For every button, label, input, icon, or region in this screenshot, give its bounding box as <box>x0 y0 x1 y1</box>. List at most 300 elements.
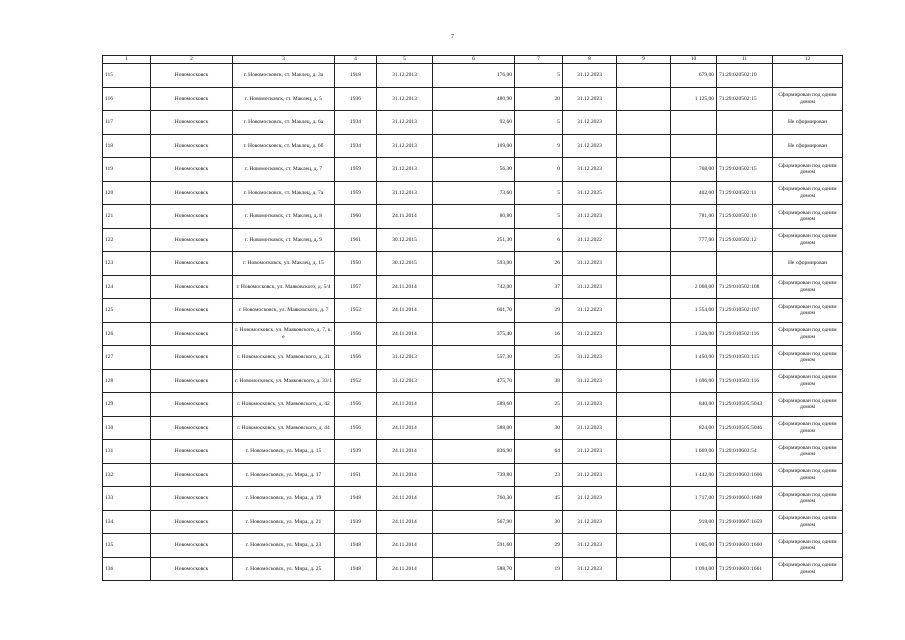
land-area-cell: 402,00 <box>671 181 717 205</box>
cadastral-number-cell: 71:29:010603:54 <box>717 440 773 464</box>
area-cell: 567,90 <box>433 510 515 534</box>
area-cell: 375,40 <box>433 322 515 346</box>
row-number: 135 <box>103 534 151 558</box>
row-number: 127 <box>103 346 151 370</box>
land-area-cell <box>671 111 717 135</box>
address-cell: г. Новомосковск, ул. Маяковского, д. 31 <box>233 346 335 370</box>
area-cell: 251,30 <box>433 228 515 252</box>
residents-count-cell: 25 <box>515 346 563 370</box>
land-status-cell: Сформирован под одним домом <box>773 487 843 511</box>
empty-cell <box>617 557 671 581</box>
land-status-cell: Сформирован под одним домом <box>773 393 843 417</box>
column-header: 6 <box>433 56 515 64</box>
year-built-cell: 1957 <box>335 275 377 299</box>
land-area-cell: 1 005,00 <box>671 534 717 558</box>
planned-date-cell: 31.12.2023 <box>563 111 617 135</box>
inclusion-date-cell: 31.12.2013 <box>377 346 433 370</box>
land-status-cell: Сформирован под одним домом <box>773 87 843 111</box>
table-row <box>103 205 843 229</box>
land-status-cell: Не сформирован <box>773 134 843 158</box>
table-row <box>103 111 843 135</box>
row-number: 122 <box>103 228 151 252</box>
inclusion-date-cell: 31.12.2013 <box>377 369 433 393</box>
land-area-cell: 777,00 <box>671 228 717 252</box>
land-status-cell: Сформирован под одним домом <box>773 275 843 299</box>
empty-cell <box>617 534 671 558</box>
residents-count-cell: 25 <box>515 393 563 417</box>
row-number: 136 <box>103 557 151 581</box>
address-cell: г. Новомосковск, ул. Мира, д. 17 <box>233 463 335 487</box>
land-area-cell: 1 450,00 <box>671 346 717 370</box>
land-status-cell: Сформирован под одним домом <box>773 557 843 581</box>
inclusion-date-cell: 24.11.2014 <box>377 416 433 440</box>
residents-count-cell: 30 <box>515 416 563 440</box>
locality-cell: Новомосковск <box>151 275 233 299</box>
empty-cell <box>617 346 671 370</box>
empty-cell <box>617 181 671 205</box>
row-number: 118 <box>103 134 151 158</box>
area-cell: 475,70 <box>433 369 515 393</box>
column-header: 5 <box>377 56 433 64</box>
table-row <box>103 299 843 323</box>
locality-cell: Новомосковск <box>151 228 233 252</box>
locality-cell: Новомосковск <box>151 534 233 558</box>
area-cell: 56,30 <box>433 158 515 182</box>
table-row <box>103 346 843 370</box>
locality-cell: Новомосковск <box>151 181 233 205</box>
empty-cell <box>617 510 671 534</box>
area-cell: 742,00 <box>433 275 515 299</box>
land-status-cell <box>773 64 843 88</box>
locality-cell: Новомосковск <box>151 463 233 487</box>
year-built-cell: 1950 <box>335 252 377 276</box>
planned-date-cell: 31.12.2023 <box>563 393 617 417</box>
row-number: 128 <box>103 369 151 393</box>
cadastral-number-cell: 71:29:020502:16 <box>717 205 773 229</box>
year-built-cell: 1959 <box>335 158 377 182</box>
residents-count-cell: 5 <box>515 181 563 205</box>
locality-cell: Новомосковск <box>151 299 233 323</box>
column-header: 2 <box>151 56 233 64</box>
cadastral-number-cell: 71:29:010503:115 <box>717 346 773 370</box>
inclusion-date-cell: 24.11.2014 <box>377 510 433 534</box>
locality-cell: Новомосковск <box>151 134 233 158</box>
year-built-cell: 1956 <box>335 322 377 346</box>
column-header: 12 <box>773 56 843 64</box>
residents-count-cell: 20 <box>515 87 563 111</box>
row-number: 124 <box>103 275 151 299</box>
inclusion-date-cell: 24.11.2014 <box>377 205 433 229</box>
inclusion-date-cell: 24.11.2014 <box>377 393 433 417</box>
area-cell: 593,00 <box>433 252 515 276</box>
row-number: 134 <box>103 510 151 534</box>
area-cell: 588,00 <box>433 416 515 440</box>
table-body <box>103 64 843 581</box>
empty-cell <box>617 252 671 276</box>
land-area-cell: 1 326,00 <box>671 322 717 346</box>
cadastral-number-cell: 71:29:020502:15 <box>717 158 773 182</box>
residents-count-cell: 19 <box>515 557 563 581</box>
row-number: 119 <box>103 158 151 182</box>
table-row <box>103 87 843 111</box>
row-number: 130 <box>103 416 151 440</box>
residents-count-cell: 64 <box>515 440 563 464</box>
cadastral-number-cell <box>717 111 773 135</box>
table-row <box>103 275 843 299</box>
year-built-cell: 1959 <box>335 181 377 205</box>
planned-date-cell: 31.12.2023 <box>563 134 617 158</box>
land-area-cell <box>671 134 717 158</box>
table-row <box>103 463 843 487</box>
year-built-cell: 1948 <box>335 534 377 558</box>
locality-cell: Новомосковск <box>151 510 233 534</box>
inclusion-date-cell: 31.12.2013 <box>377 64 433 88</box>
land-status-cell: Не сформирован <box>773 111 843 135</box>
address-cell: г. Новомосковск, ул. Маяковского, д. 42 <box>233 393 335 417</box>
address-cell: г. Новомосковск, ул. Мира, д. 21 <box>233 510 335 534</box>
locality-cell: Новомосковск <box>151 487 233 511</box>
residents-count-cell: 23 <box>515 463 563 487</box>
inclusion-date-cell: 24.11.2014 <box>377 299 433 323</box>
address-cell: г. Новомосковск, ул. Маклец, д. 15 <box>233 252 335 276</box>
cadastral-number-cell: 71:29:010502:108 <box>717 275 773 299</box>
inclusion-date-cell: 31.12.2013 <box>377 87 433 111</box>
empty-cell <box>617 64 671 88</box>
year-built-cell: 1960 <box>335 205 377 229</box>
area-cell: 557,30 <box>433 346 515 370</box>
row-number: 132 <box>103 463 151 487</box>
land-area-cell: 679,00 <box>671 64 717 88</box>
table-row <box>103 322 843 346</box>
empty-cell <box>617 275 671 299</box>
housing-registry-table <box>102 55 843 581</box>
address-cell: г. Новомосковск, ул. Маяковского, д. 7, к. е <box>233 322 335 346</box>
year-built-cell: 1951 <box>335 463 377 487</box>
empty-cell <box>617 322 671 346</box>
locality-cell: Новомосковск <box>151 369 233 393</box>
empty-cell <box>617 205 671 229</box>
residents-count-cell: 30 <box>515 510 563 534</box>
table-row <box>103 487 843 511</box>
area-cell: 480,90 <box>433 87 515 111</box>
land-status-cell: Сформирован под одним домом <box>773 369 843 393</box>
area-cell: 73,60 <box>433 181 515 205</box>
row-number: 120 <box>103 181 151 205</box>
land-area-cell <box>671 252 717 276</box>
address-cell: г. Новомосковск, ст. Маклец, д. 7 <box>233 158 335 182</box>
cadastral-number-cell: 71:29:010502:107 <box>717 299 773 323</box>
year-built-cell: 1948 <box>335 487 377 511</box>
land-area-cell: 1 717,00 <box>671 487 717 511</box>
row-number: 125 <box>103 299 151 323</box>
row-number: 117 <box>103 111 151 135</box>
row-number: 121 <box>103 205 151 229</box>
address-cell: г. Новомосковск, ул. Маяковского, д. 7 <box>233 299 335 323</box>
cadastral-number-cell: 71:29:010503:116 <box>717 369 773 393</box>
locality-cell: Новомосковск <box>151 393 233 417</box>
planned-date-cell: 31.12.2023 <box>563 510 617 534</box>
locality-cell: Новомосковск <box>151 158 233 182</box>
row-number: 115 <box>103 64 151 88</box>
column-header: 11 <box>717 56 773 64</box>
cadastral-number-cell: 71:29:010603:1660 <box>717 534 773 558</box>
residents-count-cell: 38 <box>515 369 563 393</box>
empty-cell <box>617 416 671 440</box>
year-built-cell: 1948 <box>335 557 377 581</box>
residents-count-cell: 29 <box>515 534 563 558</box>
table-row <box>103 534 843 558</box>
planned-date-cell: 31.12.2022 <box>563 228 617 252</box>
locality-cell: Новомосковск <box>151 346 233 370</box>
cadastral-number-cell <box>717 134 773 158</box>
land-status-cell: Сформирован под одним домом <box>773 228 843 252</box>
year-built-cell: 1961 <box>335 228 377 252</box>
page-number: 7 <box>451 34 454 40</box>
land-area-cell: 2 068,00 <box>671 275 717 299</box>
inclusion-date-cell: 24.11.2014 <box>377 487 433 511</box>
locality-cell: Новомосковск <box>151 322 233 346</box>
cadastral-number-cell <box>717 252 773 276</box>
address-cell: г. Новомосковск, ст. Маклец, д. 6б <box>233 134 335 158</box>
inclusion-date-cell: 24.11.2014 <box>377 534 433 558</box>
area-cell: 739,80 <box>433 463 515 487</box>
address-cell: г. Новомосковск, ст. Маклец, д. 3а <box>233 64 335 88</box>
inclusion-date-cell: 30.12.2015 <box>377 252 433 276</box>
empty-cell <box>617 134 671 158</box>
year-built-cell: 1934 <box>335 134 377 158</box>
empty-cell <box>617 228 671 252</box>
cadastral-number-cell: 71:29:010603:1608 <box>717 487 773 511</box>
area-cell: 80,80 <box>433 205 515 229</box>
address-cell: г. Новомосковск, ул. Маяковского, д. 33/1 <box>233 369 335 393</box>
empty-cell <box>617 369 671 393</box>
table-row <box>103 440 843 464</box>
year-built-cell: 1939 <box>335 440 377 464</box>
land-status-cell: Сформирован под одним домом <box>773 181 843 205</box>
row-number: 123 <box>103 252 151 276</box>
land-status-cell: Сформирован под одним домом <box>773 205 843 229</box>
table-row <box>103 510 843 534</box>
area-cell: 589,60 <box>433 393 515 417</box>
cadastral-number-cell: 71:29:010603:1661 <box>717 557 773 581</box>
planned-date-cell: 31.12.2023 <box>563 158 617 182</box>
planned-date-cell: 31.12.2023 <box>563 252 617 276</box>
table-row <box>103 393 843 417</box>
area-cell: 588,70 <box>433 557 515 581</box>
planned-date-cell: 31.12.2023 <box>563 87 617 111</box>
column-header: 4 <box>335 56 377 64</box>
planned-date-cell: 31.12.2023 <box>563 534 617 558</box>
inclusion-date-cell: 31.12.2013 <box>377 158 433 182</box>
locality-cell: Новомосковск <box>151 416 233 440</box>
land-area-cell: 1 094,00 <box>671 557 717 581</box>
land-status-cell: Сформирован под одним домом <box>773 322 843 346</box>
year-built-cell: 1934 <box>335 111 377 135</box>
area-cell: 836,90 <box>433 440 515 464</box>
land-area-cell: 1 125,00 <box>671 87 717 111</box>
inclusion-date-cell: 24.11.2014 <box>377 322 433 346</box>
cadastral-number-cell: 71:29:020502:15 <box>717 87 773 111</box>
locality-cell: Новомосковск <box>151 440 233 464</box>
year-built-cell: 1939 <box>335 510 377 534</box>
year-built-cell: 1952 <box>335 369 377 393</box>
year-built-cell: 1956 <box>335 416 377 440</box>
inclusion-date-cell: 24.11.2014 <box>377 557 433 581</box>
locality-cell: Новомосковск <box>151 64 233 88</box>
land-area-cell: 824,00 <box>671 416 717 440</box>
planned-date-cell: 31.12.2023 <box>563 369 617 393</box>
residents-count-cell: 29 <box>515 299 563 323</box>
empty-cell <box>617 111 671 135</box>
empty-cell <box>617 393 671 417</box>
table-row <box>103 181 843 205</box>
cadastral-number-cell: 71:29:010505:5046 <box>717 416 773 440</box>
area-cell: 601,70 <box>433 299 515 323</box>
residents-count-cell: 0 <box>515 158 563 182</box>
residents-count-cell: 5 <box>515 111 563 135</box>
locality-cell: Новомосковск <box>151 205 233 229</box>
inclusion-date-cell: 24.11.2014 <box>377 440 433 464</box>
empty-cell <box>617 299 671 323</box>
address-cell: г. Новомосковск, ст. Маклец, д. 6а <box>233 111 335 135</box>
inclusion-date-cell: 31.12.2013 <box>377 134 433 158</box>
cadastral-number-cell: 71:29:010603:1606 <box>717 463 773 487</box>
cadastral-number-cell: 71:29:010607:1659 <box>717 510 773 534</box>
planned-date-cell: 31.12.2023 <box>563 205 617 229</box>
land-area-cell: 768,00 <box>671 158 717 182</box>
land-status-cell: Не сформирован <box>773 252 843 276</box>
table-row <box>103 416 843 440</box>
planned-date-cell: 31.12.2023 <box>563 275 617 299</box>
column-header: 7 <box>515 56 563 64</box>
land-area-cell: 1 554,00 <box>671 299 717 323</box>
land-status-cell: Сформирован под одним домом <box>773 158 843 182</box>
land-area-cell: 781,00 <box>671 205 717 229</box>
land-status-cell: Сформирован под одним домом <box>773 416 843 440</box>
residents-count-cell: 37 <box>515 275 563 299</box>
column-header: 9 <box>617 56 671 64</box>
table-row <box>103 557 843 581</box>
planned-date-cell: 31.12.2023 <box>563 299 617 323</box>
row-number: 126 <box>103 322 151 346</box>
locality-cell: Новомосковск <box>151 252 233 276</box>
land-status-cell: Сформирован под одним домом <box>773 534 843 558</box>
empty-cell <box>617 463 671 487</box>
planned-date-cell: 31.12.2023 <box>563 463 617 487</box>
land-area-cell: 1 442,00 <box>671 463 717 487</box>
area-cell: 591,60 <box>433 534 515 558</box>
column-header: 8 <box>563 56 617 64</box>
address-cell: г. Новомосковск, ул. Маяковского, д. 5/4 <box>233 275 335 299</box>
table-row <box>103 158 843 182</box>
area-cell: 109,00 <box>433 134 515 158</box>
cadastral-number-cell: 71:29:010505:5043 <box>717 393 773 417</box>
residents-count-cell: 9 <box>515 134 563 158</box>
year-built-cell: 1936 <box>335 87 377 111</box>
inclusion-date-cell: 31.12.2013 <box>377 181 433 205</box>
address-cell: г. Новомосковск, ст. Маклец, д. 9 <box>233 228 335 252</box>
locality-cell: Новомосковск <box>151 557 233 581</box>
area-cell: 760,30 <box>433 487 515 511</box>
address-cell: г. Новомосковск, ул. Мира, д. 23 <box>233 534 335 558</box>
cadastral-number-cell: 71:29:010502:116 <box>717 322 773 346</box>
row-number: 133 <box>103 487 151 511</box>
land-area-cell: 918,00 <box>671 510 717 534</box>
address-cell: г. Новомосковск, ул. Мира, д. 25 <box>233 557 335 581</box>
planned-date-cell: 31.12.2023 <box>563 416 617 440</box>
table-row <box>103 134 843 158</box>
locality-cell: Новомосковск <box>151 87 233 111</box>
inclusion-date-cell: 30.12.2015 <box>377 228 433 252</box>
residents-count-cell: 45 <box>515 487 563 511</box>
row-number: 131 <box>103 440 151 464</box>
address-cell: г. Новомосковск, ст. Маклец, д. 5 <box>233 87 335 111</box>
year-built-cell: 1956 <box>335 346 377 370</box>
year-built-cell: 1918 <box>335 64 377 88</box>
row-number: 116 <box>103 87 151 111</box>
residents-count-cell: 26 <box>515 252 563 276</box>
land-area-cell: 840,00 <box>671 393 717 417</box>
cadastral-number-cell: 71:29:020502:11 <box>717 181 773 205</box>
residents-count-cell: 5 <box>515 64 563 88</box>
empty-cell <box>617 440 671 464</box>
empty-cell <box>617 487 671 511</box>
land-area-cell: 1 669,00 <box>671 440 717 464</box>
inclusion-date-cell: 31.12.2013 <box>377 111 433 135</box>
address-cell: г. Новомосковск, ул. Маяковского, д. 44 <box>233 416 335 440</box>
cadastral-number-cell: 71:29:020502:10 <box>717 64 773 88</box>
planned-date-cell: 31.12.2023 <box>563 322 617 346</box>
year-built-cell: 1956 <box>335 393 377 417</box>
address-cell: г. Новомосковск, ул. Мира, д. 19 <box>233 487 335 511</box>
planned-date-cell: 31.12.2025 <box>563 181 617 205</box>
column-header: 1 <box>103 56 151 64</box>
empty-cell <box>617 87 671 111</box>
table-row <box>103 252 843 276</box>
residents-count-cell: 16 <box>515 322 563 346</box>
land-status-cell: Сформирован под одним домом <box>773 299 843 323</box>
residents-count-cell: 5 <box>515 205 563 229</box>
planned-date-cell: 31.12.2023 <box>563 346 617 370</box>
land-status-cell: Сформирован под одним домом <box>773 440 843 464</box>
address-cell: г. Новомосковск, ул. Мира, д. 15 <box>233 440 335 464</box>
locality-cell: Новомосковск <box>151 111 233 135</box>
cadastral-number-cell: 71:29:020502:12 <box>717 228 773 252</box>
land-status-cell: Сформирован под одним домом <box>773 463 843 487</box>
planned-date-cell: 31.12.2023 <box>563 440 617 464</box>
planned-date-cell: 31.12.2023 <box>563 64 617 88</box>
inclusion-date-cell: 24.11.2014 <box>377 463 433 487</box>
empty-cell <box>617 158 671 182</box>
row-number: 129 <box>103 393 151 417</box>
planned-date-cell: 31.12.2023 <box>563 557 617 581</box>
table-row <box>103 369 843 393</box>
area-cell: 176,00 <box>433 64 515 88</box>
address-cell: г. Новомосковск, ст. Маклец, д. 8 <box>233 205 335 229</box>
planned-date-cell: 31.12.2023 <box>563 487 617 511</box>
address-cell: г. Новомосковск, ст. Маклец, д. 7а <box>233 181 335 205</box>
table-row <box>103 228 843 252</box>
year-built-cell: 1952 <box>335 299 377 323</box>
residents-count-cell: 6 <box>515 228 563 252</box>
column-header: 3 <box>233 56 335 64</box>
area-cell: 92,60 <box>433 111 515 135</box>
header-row <box>103 56 843 64</box>
land-status-cell: Сформирован под одним домом <box>773 510 843 534</box>
table-row <box>103 64 843 88</box>
land-status-cell: Сформирован под одним домом <box>773 346 843 370</box>
column-header: 10 <box>671 56 717 64</box>
